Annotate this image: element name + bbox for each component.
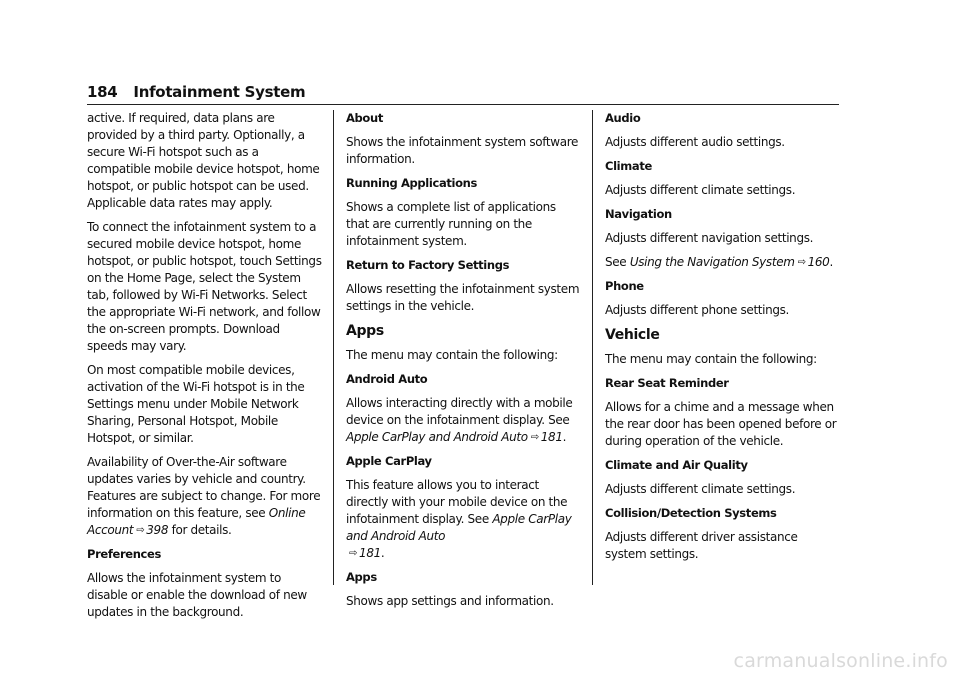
page-reference-icon: ⇨ — [530, 432, 539, 443]
column-right — [605, 110, 840, 570]
column-divider — [592, 110, 593, 585]
paragraph: See Using the Navigation System ⇨ 160. — [605, 255, 833, 269]
page-reference-icon: ⇨ — [349, 548, 358, 559]
paragraph: Shows app settings and information. — [346, 594, 554, 608]
paragraph: active. If required, data plans are provided by a third party. Optionally, a secure Wi-Fi hotspot such as a compatible mobile device hotspot, home hotspot, or public hotspot can be used. Applicable data rates may apply. — [87, 111, 320, 210]
setting-label: Navigation — [605, 207, 672, 221]
paragraph: On most compatible mobile devices, activation of the Wi-Fi hotspot is in the Settings menu under Mobile Network Sharing, Personal Hotspot, Mobile Hotspot, or similar. — [87, 363, 305, 445]
page-reference-icon: ⇨ — [797, 257, 806, 268]
setting-label: Climate — [605, 159, 652, 173]
paragraph: Adjusts different climate settings. — [605, 183, 796, 197]
paragraph: Adjusts different climate settings. — [605, 482, 796, 496]
paragraph: Availability of Over-the-Air software updates varies by vehicle and country. Features are subject to change. For more information on this feature, see Online Account ⇨ 398 for details. — [87, 455, 321, 537]
page-reference-icon: ⇨ — [136, 525, 145, 536]
paragraph: Shows a complete list of applications that are currently running on the infotainment system. — [346, 200, 556, 248]
paragraph: The menu may contain the following: — [605, 352, 817, 366]
section-heading-apps: Apps — [346, 323, 384, 339]
page-reference[interactable]: 398 — [146, 523, 169, 537]
column-left — [87, 110, 323, 628]
page-reference[interactable]: 160 — [807, 255, 830, 269]
cross-reference-link[interactable]: Using the Navigation System — [629, 255, 795, 269]
section-heading-vehicle: Vehicle — [605, 327, 660, 343]
setting-label: Rear Seat Reminder — [605, 376, 729, 390]
cross-reference-link[interactable]: Online Account — [87, 506, 306, 537]
paragraph: The menu may contain the following: — [346, 348, 558, 362]
paragraph: Allows for a chime and a message when the rear door has been opened before or during operation of the vehicle. — [605, 400, 837, 448]
paragraph: Allows the infotainment system to disable or enable the download of new updates in the background. — [87, 571, 307, 619]
setting-label: About — [346, 111, 383, 125]
setting-label: Return to Factory Settings — [346, 258, 510, 272]
cross-reference-link[interactable]: Apple CarPlay and Android Auto — [346, 512, 572, 543]
watermark: carmanualsonline.info — [733, 650, 948, 672]
page-header — [87, 82, 839, 105]
paragraph: Adjusts different navigation settings. — [605, 231, 814, 245]
setting-label: Collision/Detection Systems — [605, 506, 777, 520]
setting-label: Apps — [346, 570, 377, 584]
column-middle — [346, 110, 581, 617]
setting-label: Preferences — [87, 547, 161, 561]
section-title: Infotainment System — [133, 83, 306, 101]
paragraph: Allows resetting the infotainment system settings in the vehicle. — [346, 282, 580, 313]
setting-label: Android Auto — [346, 372, 428, 386]
page-reference[interactable]: 181 — [540, 430, 563, 444]
paragraph: This feature allows you to interact directly with your mobile device on the infotainment display. See Apple CarPlay and Android Auto ⇨ 181. — [346, 478, 572, 560]
page-reference[interactable]: 181 — [359, 546, 381, 560]
setting-label: Phone — [605, 279, 644, 293]
paragraph: To connect the infotainment system to a secured mobile device hotspot, home hotspot, or public hotspot, touch Settings on the Home Page, select the System tab, followed by Wi-Fi Networks. Select the appropriate Wi-Fi network, and follow the on-screen prompts. Download speeds may vary. — [87, 220, 322, 353]
setting-label: Running Applications — [346, 176, 477, 190]
page-number: 184 — [87, 83, 118, 101]
setting-label: Audio — [605, 111, 641, 125]
paragraph: Allows interacting directly with a mobile device on the infotainment display. See Apple CarPlay and Android Auto ⇨ 181. — [346, 396, 573, 444]
paragraph: Shows the infotainment system software information. — [346, 135, 579, 166]
paragraph: Adjusts different driver assistance system settings. — [605, 530, 798, 561]
cross-reference-link[interactable]: Apple CarPlay and Android Auto — [346, 430, 528, 444]
paragraph: Adjusts different audio settings. — [605, 135, 785, 149]
paragraph: Adjusts different phone settings. — [605, 303, 790, 317]
setting-label: Apple CarPlay — [346, 454, 432, 468]
setting-label: Climate and Air Quality — [605, 458, 748, 472]
column-divider — [333, 110, 334, 585]
